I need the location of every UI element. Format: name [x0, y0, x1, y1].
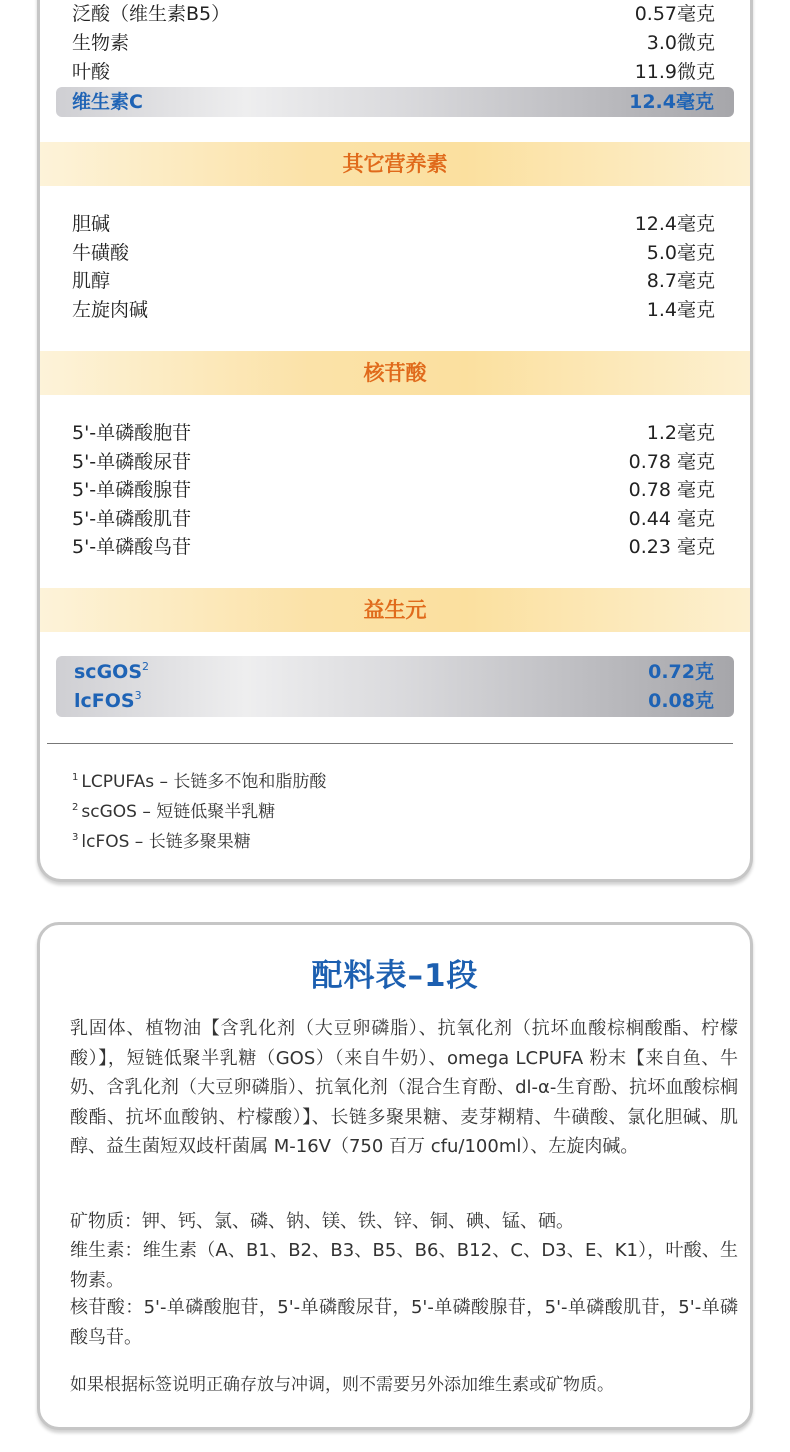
footnote: $^1$ LCPUFAs – 长链多不饱和脂肪酸: [72, 772, 327, 792]
nutrient-name: 叶酸: [72, 61, 111, 83]
nutrient-row: [70, 29, 715, 57]
nutrient-row: [70, 58, 715, 86]
nutrient-row: [70, 448, 715, 476]
nutrient-name: 5'-单磷酸鸟苷: [72, 536, 192, 558]
prebiotics-highlight: [56, 656, 734, 717]
nutrient-row: [72, 658, 714, 686]
nutrient-name: 肌醇: [72, 270, 111, 292]
nutrient-row: [70, 505, 715, 533]
nutrient-value: 8.7毫克: [646, 270, 715, 292]
nutrient-value: 0.44 毫克: [628, 508, 715, 530]
storage-note: 如果根据标签说明正确存放与冲调，则不需要另外添加维生素或矿物质。: [70, 1375, 614, 1395]
nutrient-name: 泛酸（维生素B5）: [72, 3, 231, 25]
nutrient-value: 1.4毫克: [646, 299, 715, 321]
nutrient-row: [70, 476, 715, 504]
nutrient-value: 3.0微克: [646, 32, 715, 54]
nutrient-row: [70, 210, 715, 238]
footnote-mark: 3: [134, 689, 142, 702]
ingredients-panel: [37, 922, 753, 1430]
section-heading-nucleotides: 核苷酸: [40, 351, 750, 395]
footnote-mark: 2: [142, 660, 150, 673]
vitamins-text: 维生素：维生素（A、B1、B2、B3、B5、B6、B12、C、D3、E、K1），叶酸、生物素。: [70, 1240, 738, 1291]
section-heading-prebiotics: 益生元: [40, 588, 750, 632]
nutrient-row: [70, 419, 715, 447]
nutrient-name: 生物素: [72, 32, 130, 54]
nutrient-value: 0.78 毫克: [628, 451, 715, 473]
nutrient-name: 胆碱: [72, 213, 111, 235]
nutrient-name: 5'-单磷酸尿苷: [72, 451, 192, 473]
nutrient-name: 牛磺酸: [72, 242, 130, 264]
nutrient-name: lcFOS$^3$: [74, 689, 142, 712]
nutrient-value: 5.0毫克: [646, 242, 715, 264]
nutrient-name: scGOS$^2$: [74, 660, 150, 683]
nutrient-name: 5'-单磷酸腺苷: [72, 479, 192, 501]
nutrient-row: [70, 239, 715, 267]
nutrient-row: [70, 267, 715, 295]
nutrient-row: [70, 88, 714, 116]
ingredients-text: 乳固体、植物油【含乳化剂（大豆卵磷脂）、抗氧化剂（抗坏血酸棕榈酸酯、柠檬酸）】，短链低聚半乳糖（GOS）（来自牛奶）、omega LCPUFA 粉末【来自鱼、牛奶、含乳化剂（大豆卵磷脂）、抗氧化剂（混合生育酚、dl-α-生育酚、抗坏血酸棕榈酸酯、抗坏血酸钠、柠檬酸）】、长链多聚果糖、麦芽糊精、牛磺酸、氯化胆碱、肌醇、益生菌短双歧杆菌属 M-16V（750 百万 cfu/100ml）、左旋肉碱。: [70, 1018, 738, 1157]
nutrient-value: 0.23 毫克: [628, 536, 715, 558]
nutrient-name: 5'-单磷酸肌苷: [72, 508, 192, 530]
divider: [47, 743, 733, 744]
footnote: $^2$ scGOS – 短链低聚半乳糖: [72, 802, 276, 822]
nutrient-value: 12.4毫克: [629, 91, 714, 113]
nutrient-value: 12.4毫克: [634, 213, 715, 235]
nutrient-name: 左旋肉碱: [72, 299, 149, 321]
minerals-text: 矿物质：钾、钙、氯、磷、钠、镁、铁、锌、铜、碘、锰、硒。: [70, 1211, 574, 1232]
nutrient-row: [72, 687, 714, 715]
nucleotides-text: 核苷酸：5'-单磷酸胞苷，5'-单磷酸尿苷，5'-单磷酸腺苷，5'-单磷酸肌苷，5'-单磷酸鸟苷。: [70, 1297, 738, 1348]
nutrient-value: 0.72克: [648, 661, 714, 683]
nutrient-value: 1.2毫克: [646, 422, 715, 444]
nutrient-row: [70, 0, 715, 28]
footnote: $^3$ lcFOS – 长链多聚果糖: [72, 832, 251, 852]
nutrient-value: 0.57毫克: [634, 3, 715, 25]
nutrient-value: 0.08克: [648, 690, 714, 712]
nutrient-value: 0.78 毫克: [628, 479, 715, 501]
nutrient-name: 维生素C: [72, 91, 143, 113]
nutrient-row: [70, 296, 715, 324]
nutrient-row: [70, 533, 715, 561]
vitamin-c-highlight: [56, 87, 734, 117]
ingredients-title: 配料表–1段: [311, 958, 479, 994]
section-heading-other-nutrients: 其它营养素: [40, 142, 750, 186]
nutrient-value: 11.9微克: [634, 61, 715, 83]
nutrient-name: 5'-单磷酸胞苷: [72, 422, 192, 444]
